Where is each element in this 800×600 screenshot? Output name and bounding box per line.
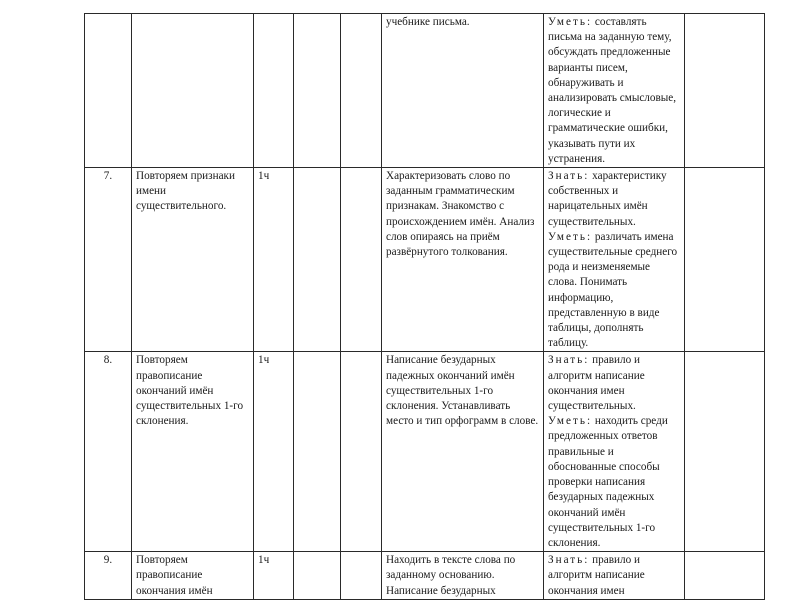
requirement-item (548, 353, 680, 414)
planned-date-cell (294, 352, 341, 552)
requirement-text: правило и алгоритм написание окончания имен существительных. (548, 354, 645, 413)
lesson-number-cell (85, 14, 132, 168)
planned-date-cell (294, 552, 341, 600)
notes-cell (685, 552, 765, 600)
requirement-text: правило и алгоритм написание окончания имен (548, 554, 645, 597)
lesson-number-cell: 7. (85, 168, 132, 352)
requirement-item (548, 553, 680, 599)
lesson-hours-cell: 1ч (254, 552, 294, 600)
lesson-topic-cell: Повторяем правописание окончаний имён существительных 1-го склонения. (132, 352, 254, 552)
lesson-hours-cell: 1ч (254, 168, 294, 352)
lesson-hours-cell: 1ч (254, 352, 294, 552)
actual-date-cell (341, 168, 382, 352)
activities-cell: учебнике письма. (382, 14, 544, 168)
requirements-cell (544, 14, 685, 168)
notes-cell (685, 352, 765, 552)
actual-date-cell (341, 352, 382, 552)
planned-date-cell (294, 14, 341, 168)
lesson-topic-cell: Повторяем признаки имени существительного. (132, 168, 254, 352)
requirements-cell (544, 168, 685, 352)
lesson-topic-cell: Повторяем правописание окончания имён (132, 552, 254, 600)
actual-date-cell (341, 14, 382, 168)
table-row (85, 352, 765, 552)
requirement-text: находить среди предложенных ответов правильные и обоснованные способы проверки написания безударных падежных окончаний имён существительных 1-го склонения. (548, 415, 668, 549)
requirements-cell (544, 352, 685, 552)
requirement-text: составлять письма на заданную тему, обсуждать предложенные варианты писем, обнаруживать и анализировать смысловые, логические и грамматические ошибки, указывать пути их устранения. (548, 16, 677, 165)
requirement-label: Знать: (548, 170, 590, 183)
table-row (85, 168, 765, 352)
requirement-label: Знать: (548, 554, 590, 567)
requirement-label: Уметь: (548, 415, 593, 428)
requirement-item (548, 230, 680, 352)
requirement-label: Уметь: (548, 16, 593, 28)
requirements-cell (544, 552, 685, 600)
requirement-item (548, 414, 680, 551)
activities-cell: Находить в тексте слова по заданному основанию. Написание безударных (382, 552, 544, 600)
lesson-hours-cell (254, 14, 294, 168)
table-row (85, 552, 765, 600)
lesson-plan-table (84, 13, 765, 600)
requirement-item (548, 169, 680, 230)
activities-cell: Характеризовать слово по заданным грамматическим признакам. Знакомство с происхождением имён. Анализ слов опираясь на приём развёрнутого толкования. (382, 168, 544, 352)
lesson-topic-cell (132, 14, 254, 168)
requirement-text: характеристику собственных и нарицательных имён существительных. (548, 170, 667, 228)
lesson-number-cell: 9. (85, 552, 132, 600)
table-row (85, 14, 765, 168)
notes-cell (685, 168, 765, 352)
requirement-label: Знать: (548, 354, 590, 367)
activities-cell: Написание безударных падежных окончаний имён существительных 1-го склонения. Устанавливать место и тип орфограмм в слове. (382, 352, 544, 552)
requirement-item (548, 15, 680, 167)
lesson-number-cell: 8. (85, 352, 132, 552)
requirement-text: различать имена существительные среднего рода и неизменяемые слова. Понимать информацию, представленную в виде таблицы, дополнять таблицу. (548, 230, 678, 350)
requirement-label: Уметь: (548, 230, 593, 243)
planned-date-cell (294, 168, 341, 352)
actual-date-cell (341, 552, 382, 600)
notes-cell (685, 14, 765, 168)
